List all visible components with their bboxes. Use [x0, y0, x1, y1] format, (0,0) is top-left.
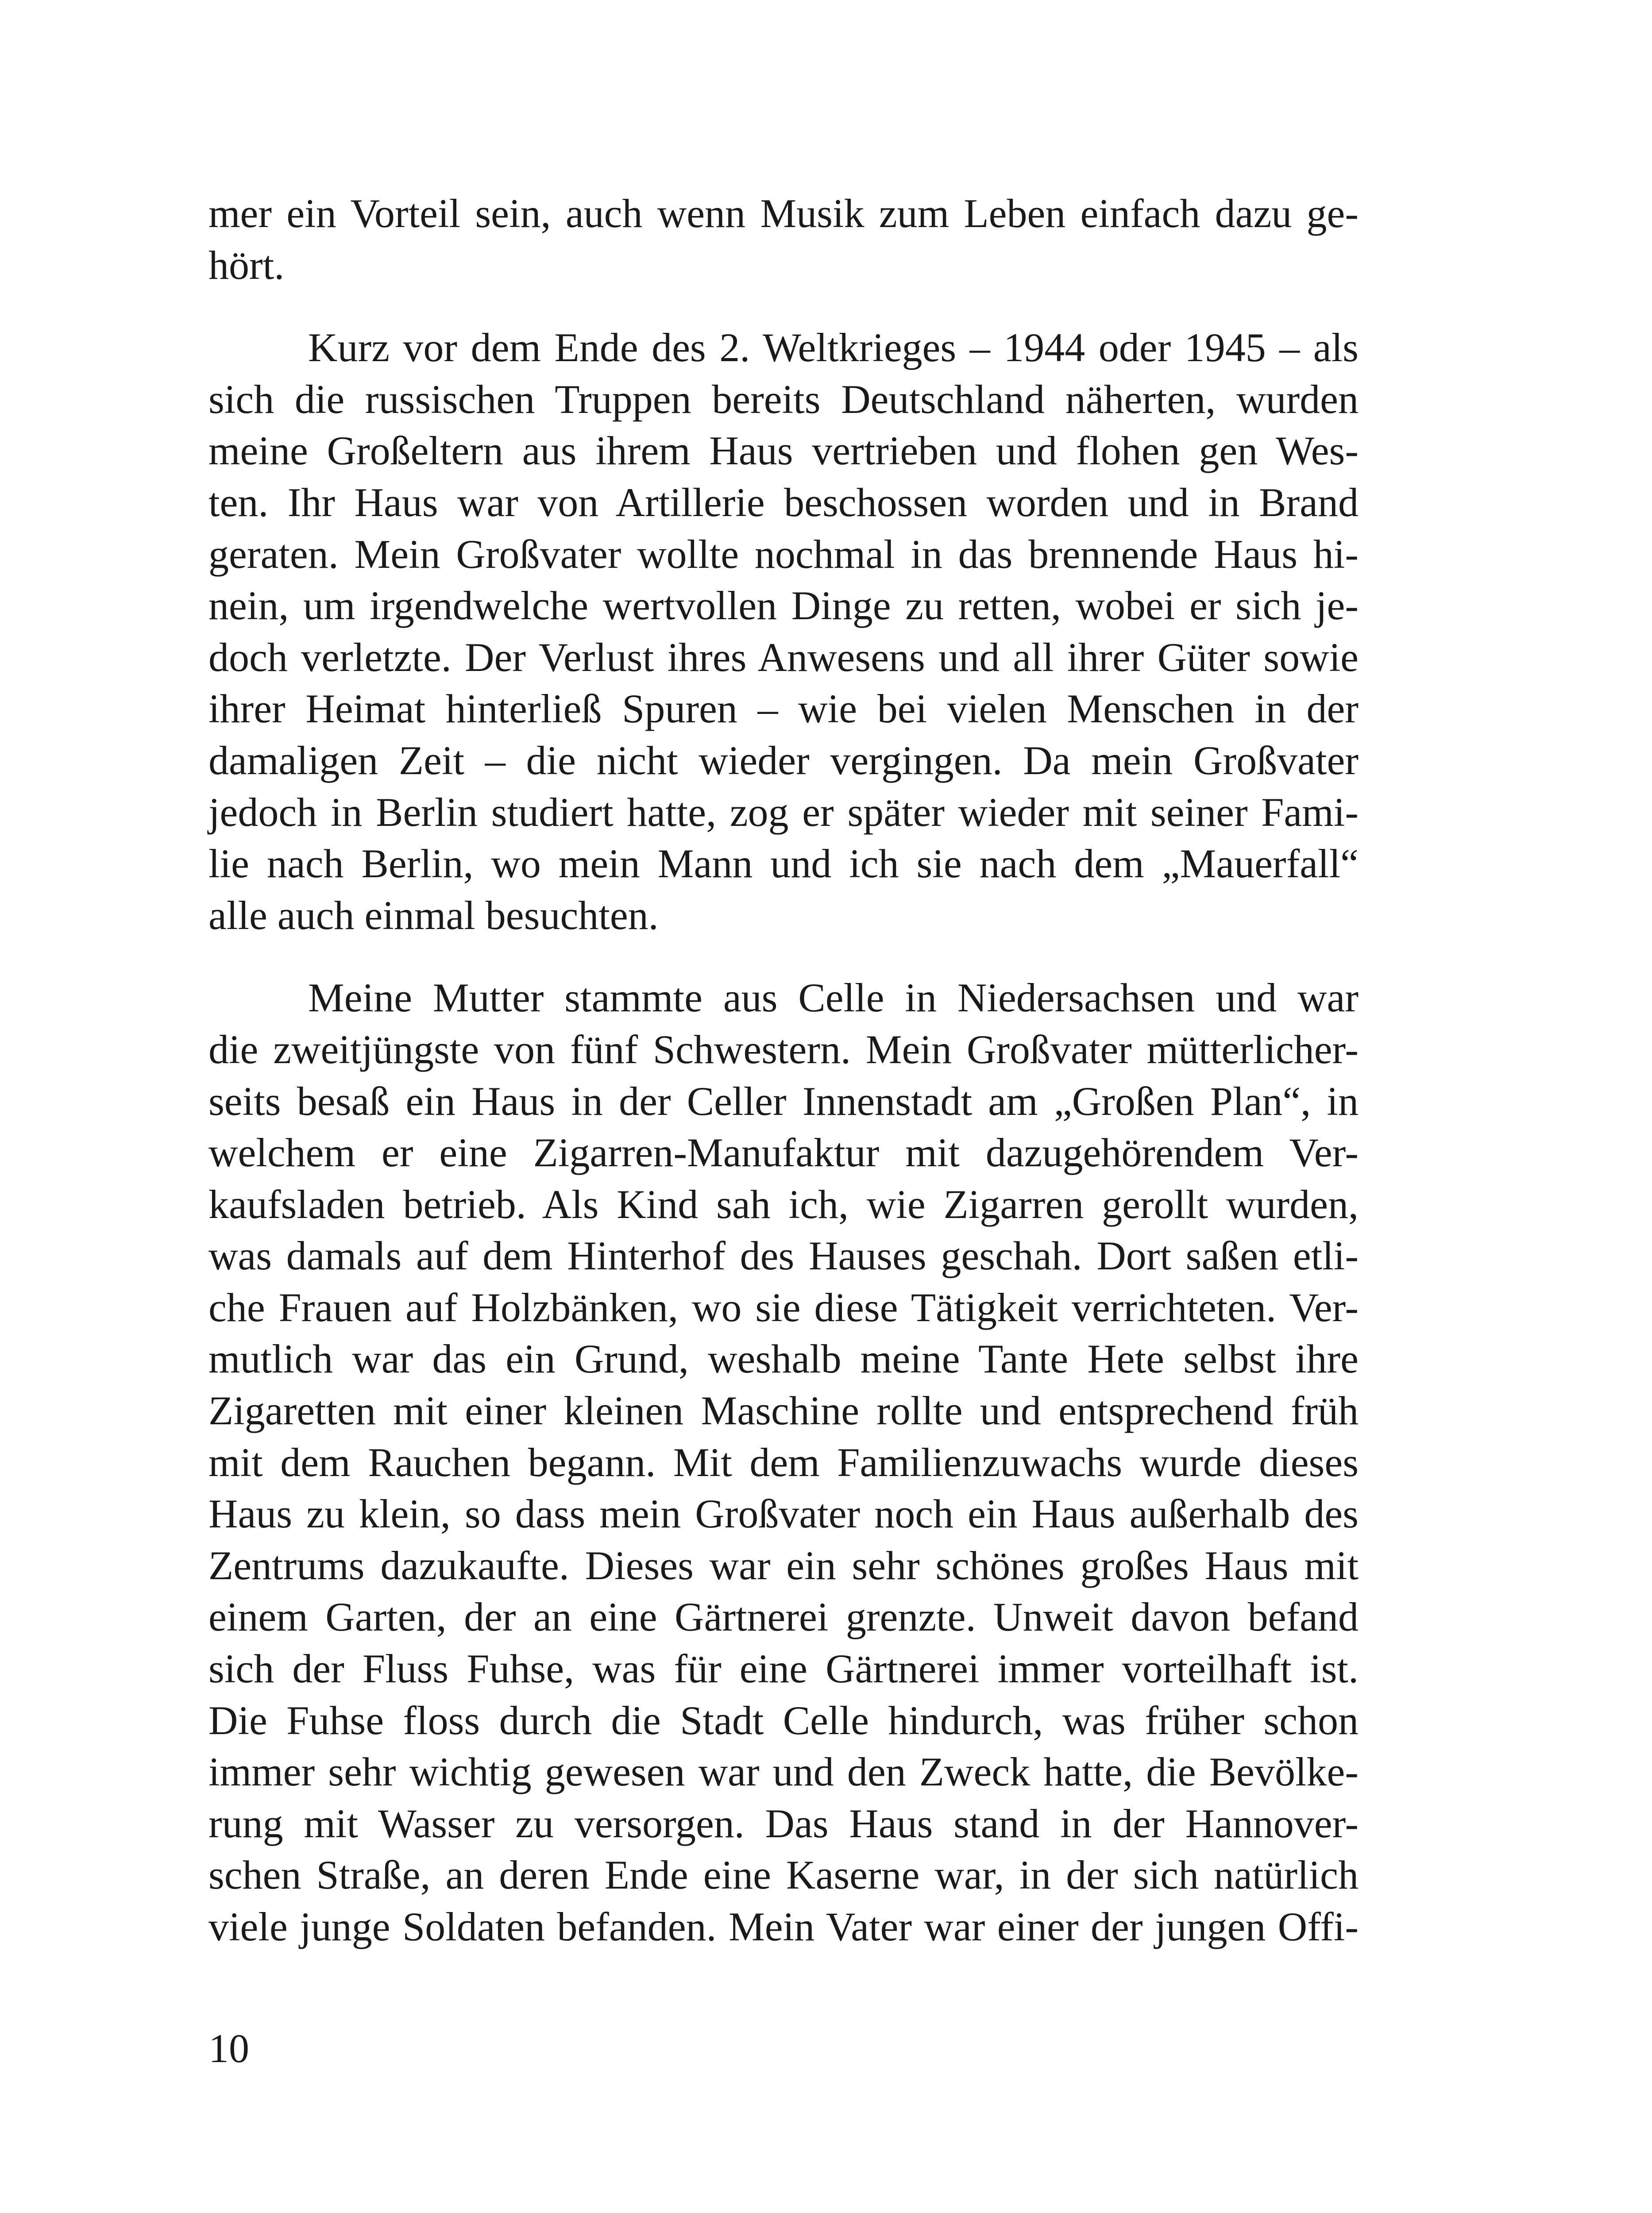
text-line: ten. Ihr Haus war von Artillerie beschossen worden und in Brand — [208, 479, 1359, 525]
text-line: sich der Fluss Fuhse, was für eine Gärtnerei immer vorteilhaft ist. — [208, 1646, 1359, 1692]
text-line: che Frauen auf Holzbänken, wo sie diese Tätigkeit verrichteten. Ver- — [208, 1284, 1359, 1330]
text-line: seits besaß ein Haus in der Celler Innenstadt am „Großen Plan“, in — [208, 1078, 1359, 1124]
text-line: schen Straße, an deren Ende eine Kaserne war, in der sich natürlich — [208, 1852, 1359, 1898]
paragraph-gap — [208, 941, 1359, 972]
text-line: meine Großeltern aus ihrem Haus vertrieben und flohen gen Wes- — [208, 428, 1359, 474]
text-line: mit dem Rauchen begann. Mit dem Familienzuwachs wurde dieses — [208, 1439, 1359, 1485]
text-line: mutlich war das ein Grund, weshalb meine Tante Hete selbst ihre — [208, 1336, 1359, 1382]
text-line: einem Garten, der an eine Gärtnerei grenzte. Unweit davon befand — [208, 1594, 1359, 1640]
text-line: welchem er eine Zigarren-Manufaktur mit dazugehörendem Ver- — [208, 1130, 1359, 1176]
body-text — [208, 188, 1359, 1953]
text-line: immer sehr wichtig gewesen war und den Zweck hatte, die Bevölke- — [208, 1749, 1359, 1795]
text-line: lie nach Berlin, wo mein Mann und ich sie nach dem „Mauerfall“ — [208, 841, 1359, 887]
text-line: mer ein Vorteil sein, auch wenn Musik zum Leben einfach dazu ge- — [208, 191, 1359, 236]
text-line: ihrer Heimat hinterließ Spuren – wie bei vielen Menschen in der — [208, 686, 1359, 732]
text-line: Zentrums dazukaufte. Dieses war ein sehr schönes großes Haus mit — [208, 1542, 1359, 1588]
text-line: nein, um irgendwelche wertvollen Dinge zu retten, wobei er sich je- — [208, 583, 1359, 628]
text-line: viele junge Soldaten befanden. Mein Vater war einer der jungen Offi- — [208, 1904, 1359, 1949]
text-line: geraten. Mein Großvater wollte nochmal in das brennende Haus hi- — [208, 531, 1359, 577]
text-line: Zigaretten mit einer kleinen Maschine rollte und entsprechend früh — [208, 1388, 1359, 1434]
text-line: alle auch einmal besuchten. — [208, 892, 659, 938]
text-line: jedoch in Berlin studiert hatte, zog er später wieder mit seiner Fami- — [208, 789, 1359, 835]
text-line: Haus zu klein, so dass mein Großvater noch ein Haus außerhalb des — [208, 1491, 1359, 1537]
paragraph-gap — [208, 291, 1359, 322]
text-line: kaufsladen betrieb. Als Kind sah ich, wie Zigarren gerollt wurden, — [208, 1181, 1359, 1227]
text-line: doch verletzte. Der Verlust ihres Anwesens und all ihrer Güter sowie — [208, 634, 1359, 680]
text-line: hört. — [208, 242, 285, 288]
text-line: rung mit Wasser zu versorgen. Das Haus stand in der Hannover- — [208, 1800, 1359, 1846]
text-line: Kurz vor dem Ende des 2. Weltkrieges – 1944 oder 1945 – als — [308, 325, 1359, 370]
text-line: was damals auf dem Hinterhof des Hauses geschah. Dort saßen etli- — [208, 1233, 1359, 1279]
text-line: Meine Mutter stammte aus Celle in Niedersachsen und war — [308, 975, 1359, 1021]
page-number: 10 — [208, 2026, 249, 2071]
text-line: die zweitjüngste von fünf Schwestern. Mein Großvater mütterlicher- — [208, 1026, 1359, 1072]
text-line: Die Fuhse floss durch die Stadt Celle hindurch, was früher schon — [208, 1697, 1359, 1743]
text-line: sich die russischen Truppen bereits Deutschland näherten, wurden — [208, 376, 1359, 422]
text-line: damaligen Zeit – die nicht wieder vergingen. Da mein Großvater — [208, 737, 1359, 783]
